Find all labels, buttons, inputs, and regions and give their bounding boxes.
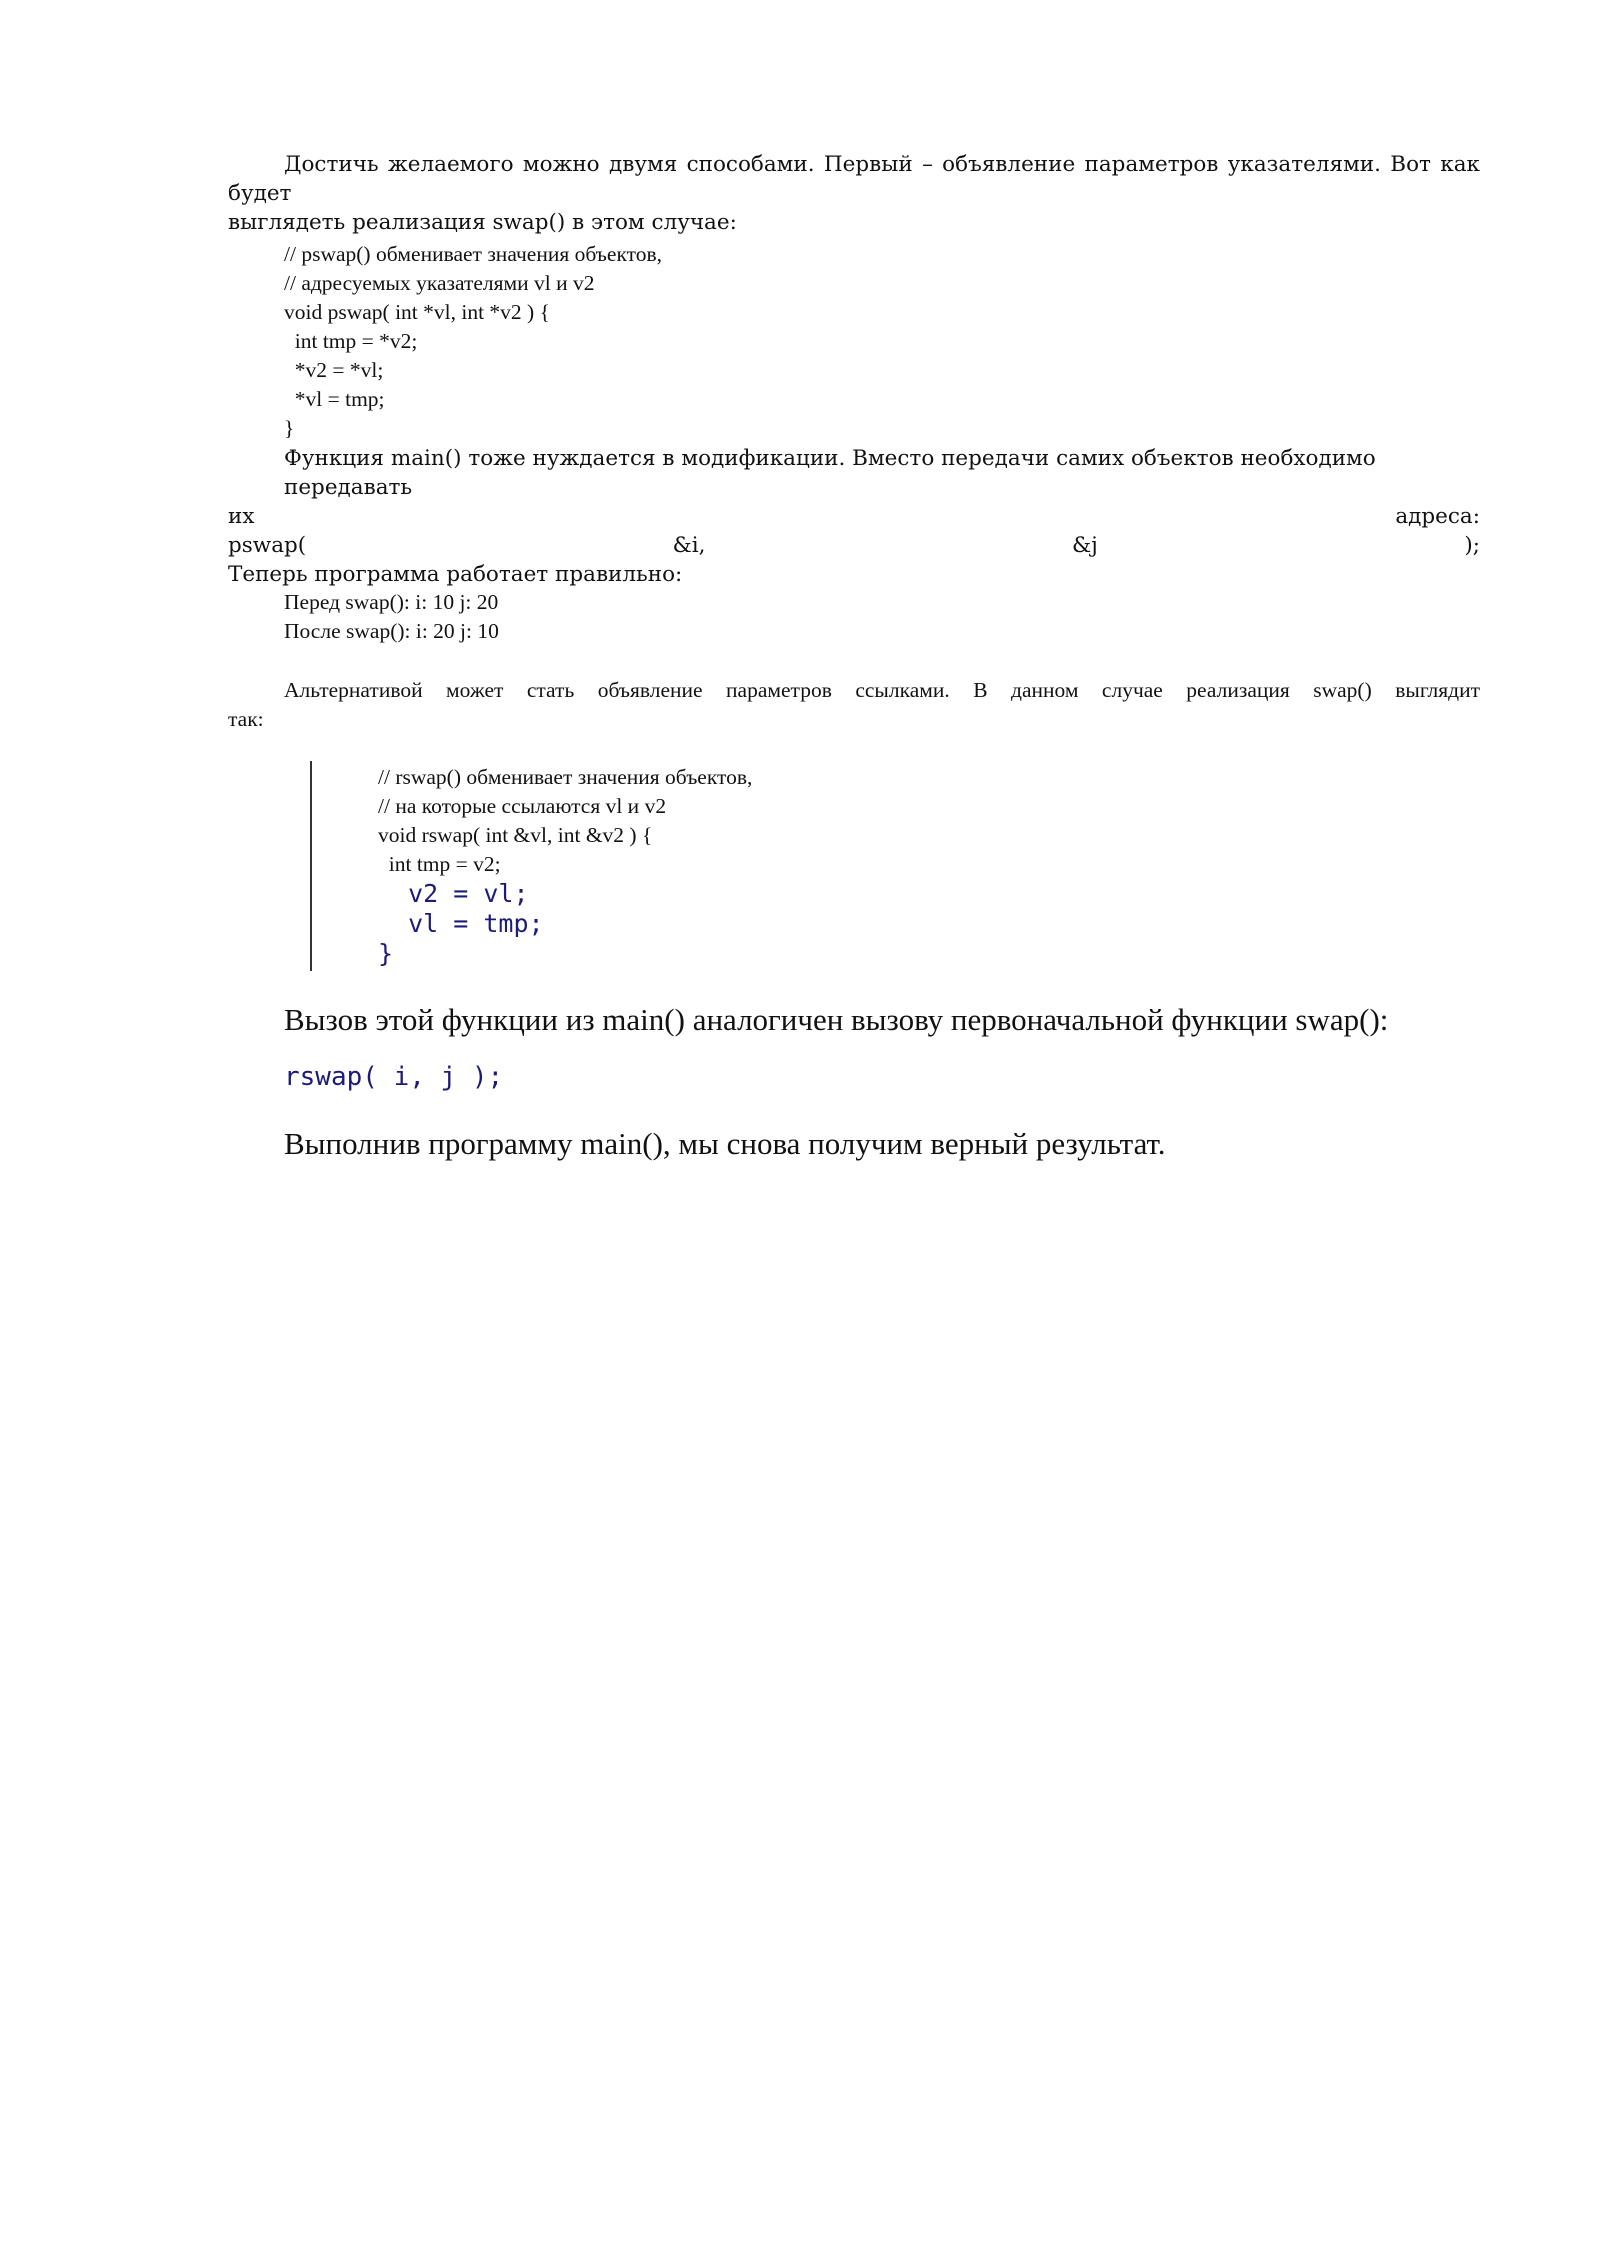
alternative-paragraph (228, 676, 1480, 734)
pswap-code-block (284, 240, 662, 443)
output-line: Перед swap(): i: 10 j: 20 (284, 590, 499, 614)
code-line: void rswap( int &vl, int &v2 ) { (378, 823, 653, 847)
code-line: *v2 = *vl; (284, 358, 384, 382)
code-line: v2 = vl; (378, 879, 529, 908)
code-block-left-border (310, 761, 312, 971)
rswap-code-block (378, 763, 752, 969)
conclusion-paragraph: Выполнив программу main(), мы снова получим верный результат. (284, 1126, 1166, 1161)
main-mod-line-1: Функция main() тоже нуждается в модификации. Вместо передачи самих объектов необходимо передавать (284, 446, 1376, 500)
code-line: int tmp = *v2; (284, 329, 418, 353)
program-output (284, 588, 499, 646)
rswap-call-code: rswap( i, j ); (284, 1062, 504, 1092)
alt-line-2: так: (228, 707, 264, 731)
code-line: } (378, 939, 394, 968)
call-description: Вызов этой функции из main() аналогичен вызову первоначальной функции swap(): (284, 1002, 1389, 1037)
code-line: *vl = tmp; (284, 387, 385, 411)
intro-line-2: выглядеть реализация swap() в этом случае: (228, 210, 737, 235)
code-line: vl = tmp; (378, 909, 544, 938)
main-mod-line-4: Теперь программа работает правильно: (228, 562, 683, 587)
call-part: ); (1464, 533, 1480, 558)
word-ikh: их (228, 504, 255, 529)
intro-line-1: Достичь желаемого можно двумя способами. Первый – объявление параметров указателями. Вот как будет (228, 152, 1480, 206)
call-part: pswap( (228, 533, 307, 558)
alt-line-1: Альтернативой может стать объявление параметров ссылками. В данном случае реализация swap() выглядит (284, 678, 1480, 702)
main-modification-paragraph (228, 444, 1480, 589)
code-line: int tmp = v2; (378, 852, 501, 876)
code-line: // адресуемых указателями vl и v2 (284, 271, 595, 295)
call-part: &i, (672, 533, 706, 558)
code-line: // rswap() обменивает значения объектов, (378, 765, 753, 789)
main-mod-line-2 (228, 502, 1480, 531)
word-adresa: адреса: (1395, 504, 1480, 529)
pswap-call-line (228, 531, 1480, 560)
call-part: &j (1072, 533, 1098, 558)
code-line: // на которые ссылаются vl и v2 (378, 794, 667, 818)
output-line: После swap(): i: 20 j: 10 (284, 619, 499, 643)
code-line: } (284, 416, 295, 440)
intro-paragraph (228, 150, 1480, 237)
code-line: void pswap( int *vl, int *v2 ) { (284, 300, 550, 324)
code-line: // pswap() обменивает значения объектов, (284, 242, 662, 266)
